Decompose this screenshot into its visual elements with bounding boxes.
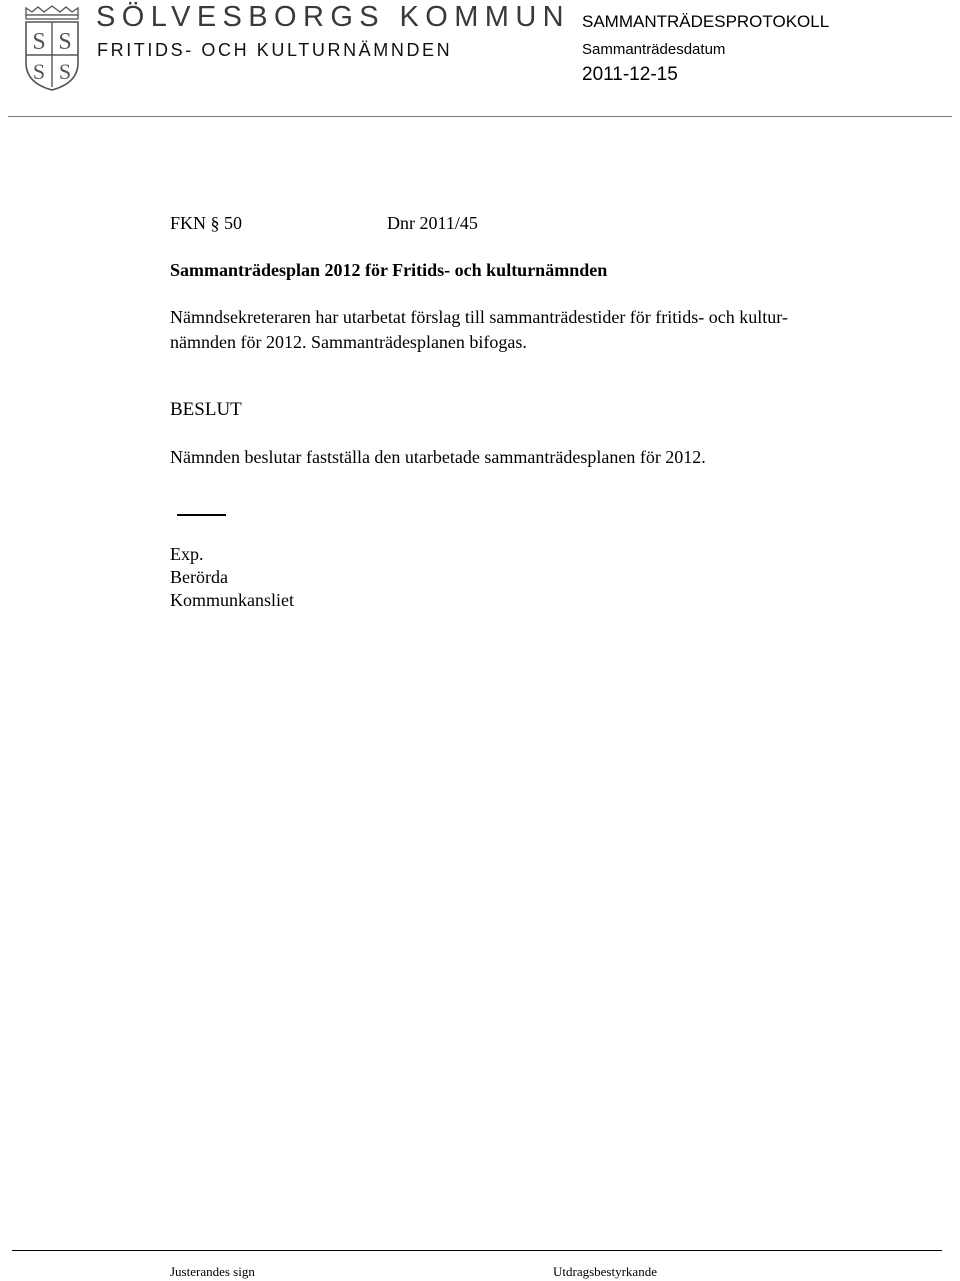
meeting-date-label: Sammanträdesdatum — [582, 41, 726, 58]
distribution-line: Berörda — [170, 567, 228, 587]
svg-text:S: S — [58, 59, 72, 84]
signature-label: Justerandes sign — [170, 1264, 255, 1279]
organization-name: SÖLVESBORGS KOMMUN — [96, 1, 571, 33]
case-title: Sammanträdesplan 2012 för Fritids- och kulturnämnden — [170, 260, 608, 280]
section-reference: FKN § 50 — [170, 213, 243, 233]
municipal-coat-of-arms-icon — [22, 5, 82, 91]
attestation-label: Utdragsbestyrkande — [553, 1264, 657, 1279]
decision-text: Nämnden beslutar fastställa den utarbetade sammanträdesplanen för 2012. — [170, 447, 706, 467]
meeting-date-value: 2011-12-15 — [582, 64, 678, 85]
footer-divider — [12, 1250, 942, 1251]
svg-text:S: S — [32, 29, 46, 55]
diary-number: Dnr 2011/45 — [387, 213, 478, 233]
document-type: SAMMANTRÄDESPROTOKOLL — [582, 12, 830, 31]
body-text-line: nämnden för 2012. Sammanträdesplanen bifogas. — [170, 332, 527, 352]
svg-text:S: S — [32, 59, 46, 84]
header-divider — [8, 116, 952, 117]
distribution-line: Exp. — [170, 544, 204, 564]
body-text-line: Nämndsekreteraren har utarbetat förslag till sammanträdestider för fritids- och kultur- — [170, 307, 788, 327]
decision-heading: BESLUT — [170, 399, 242, 420]
department-name: FRITIDS- OCH KULTURNÄMNDEN — [97, 40, 453, 60]
section-end-rule — [177, 514, 226, 516]
distribution-line: Kommunkansliet — [170, 590, 294, 610]
svg-text:S: S — [58, 29, 72, 55]
